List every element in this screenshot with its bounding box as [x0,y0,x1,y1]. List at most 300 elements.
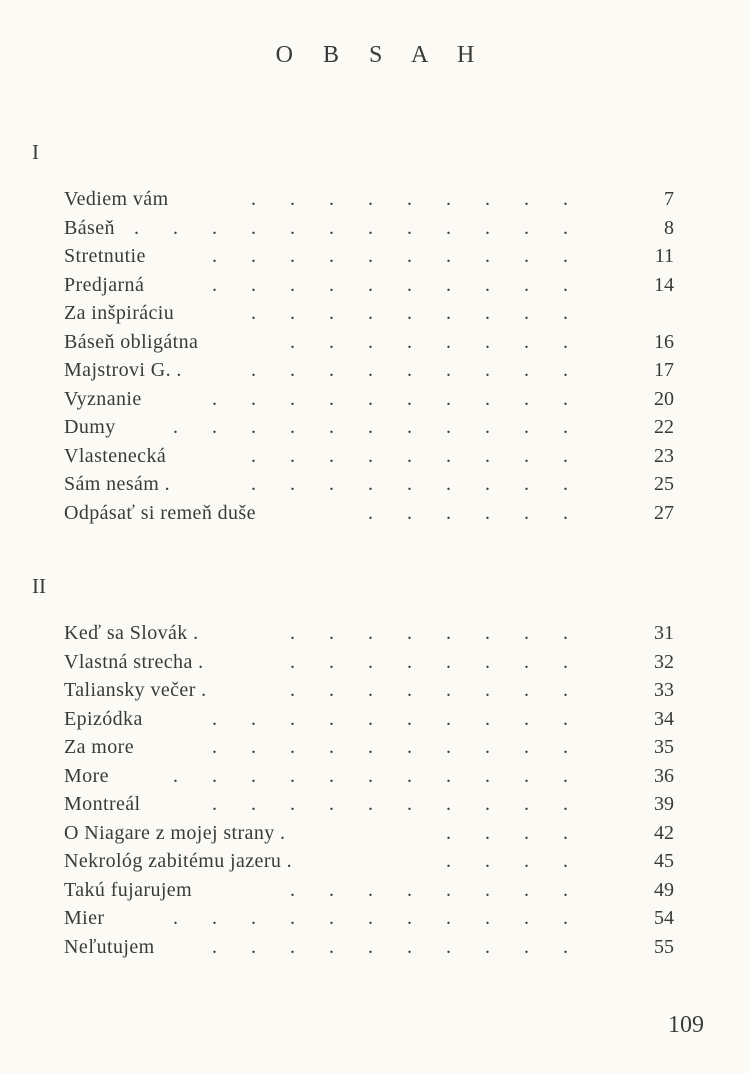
leader-dot: . [563,359,568,381]
entry-page-number: 32 [654,650,674,673]
leader-dot: . [290,245,295,267]
toc-entry[interactable] [64,413,674,442]
leader-dot: . [368,907,373,929]
entry-page-number: 14 [654,273,674,296]
leader-dot: . [446,416,451,438]
entry-page-number: 39 [654,793,674,815]
leader-dot: . [407,359,412,381]
entry-title: Báseň [64,216,115,239]
leader-dot: . [329,245,334,267]
leader-dots [64,904,674,933]
toc-entry[interactable] [64,762,674,791]
leader-dot: . [329,650,334,673]
entry-title: Sám nesám . [64,473,171,495]
entry-page-number: 31 [654,622,674,644]
leader-dot: . [407,707,412,730]
leader-dot: . [524,764,529,787]
leader-dot: . [251,764,256,787]
leader-dot: . [290,359,295,381]
leader-dot: . [329,679,334,701]
toc-entry[interactable] [64,847,674,876]
leader-dot: . [407,473,412,495]
entry-page-number: 27 [654,501,674,524]
entry-page-number: 33 [654,679,674,701]
toc-entry[interactable] [64,185,674,214]
leader-dot: . [563,707,568,730]
leader-dot: . [212,707,217,730]
leader-dot: . [563,878,568,901]
leader-dot: . [407,387,412,410]
entry-page-number: 23 [654,444,674,467]
leader-dot: . [368,273,373,296]
leader-dot: . [368,245,373,267]
leader-dot: . [524,444,529,467]
entry-page-number: 42 [654,821,674,844]
leader-dot: . [524,188,529,210]
leader-dot: . [290,416,295,438]
entry-title: Mier [64,907,105,929]
leader-dot: . [446,501,451,524]
leader-dot: . [212,907,217,929]
entry-page-number: 45 [654,850,674,872]
leader-dot: . [329,302,334,324]
leader-dot: . [485,707,490,730]
toc-section-1 [64,185,674,527]
toc-entry[interactable] [64,705,674,734]
leader-dot: . [563,416,568,438]
entry-title: Epizódka [64,707,143,730]
leader-dot: . [446,330,451,353]
leader-dot: . [563,935,568,958]
entry-title: Majstrovi G. . [64,359,182,381]
leader-dot: . [407,330,412,353]
entry-page-number: 54 [654,907,674,929]
leader-dot: . [212,273,217,296]
leader-dot: . [329,330,334,353]
leader-dot: . [368,764,373,787]
leader-dot: . [329,764,334,787]
entry-title: Keď sa Slovák . [64,622,199,644]
leader-dot: . [407,793,412,815]
leader-dot: . [251,273,256,296]
toc-entry[interactable] [64,385,674,414]
leader-dot: . [251,387,256,410]
toc-entry[interactable] [64,356,674,385]
leader-dot: . [563,501,568,524]
entry-title: Stretnutie [64,245,146,267]
entry-title: Dumy [64,416,116,438]
leader-dot: . [524,821,529,844]
entry-page-number: 35 [654,736,674,758]
toc-entry[interactable] [64,214,674,243]
leader-dot: . [524,935,529,958]
section-label-2: II [32,574,46,598]
leader-dot: . [212,416,217,438]
leader-dot: . [563,793,568,815]
leader-dots [64,762,674,791]
leader-dot: . [368,736,373,758]
leader-dot: . [524,302,529,324]
leader-dot: . [485,188,490,210]
leader-dot: . [212,736,217,758]
entry-title: Vlastenecká [64,444,167,467]
leader-dot: . [329,878,334,901]
leader-dot: . [524,878,529,901]
toc-entry[interactable] [64,619,674,648]
leader-dot: . [524,622,529,644]
leader-dot: . [290,216,295,239]
leader-dot: . [329,387,334,410]
leader-dot: . [485,907,490,929]
leader-dot: . [446,622,451,644]
page-title: O B S A H [275,42,487,68]
leader-dot: . [446,245,451,267]
entry-title: Báseň obligátna [64,330,199,353]
leader-dot: . [485,650,490,673]
leader-dot: . [485,444,490,467]
leader-dot: . [251,416,256,438]
leader-dot: . [407,679,412,701]
leader-dot: . [524,273,529,296]
leader-dot: . [251,359,256,381]
leader-dot: . [563,650,568,673]
toc-entry[interactable] [64,299,674,328]
leader-dot: . [524,736,529,758]
leader-dot: . [251,473,256,495]
leader-dot: . [290,273,295,296]
leader-dot: . [524,793,529,815]
leader-dot: . [446,793,451,815]
leader-dot: . [212,935,217,958]
entry-page-number: 25 [654,473,674,495]
leader-dot: . [212,216,217,239]
leader-dot: . [563,302,568,324]
entry-title: More [64,764,109,787]
leader-dots [64,790,674,819]
entry-title: Nekrológ zabitému jazeru . [64,850,293,872]
leader-dot: . [407,501,412,524]
leader-dot: . [368,622,373,644]
entry-title: O Niagare z mojej strany . [64,821,286,844]
leader-dot: . [290,650,295,673]
leader-dot: . [407,878,412,901]
leader-dot: . [446,907,451,929]
leader-dot: . [485,216,490,239]
leader-dot: . [251,188,256,210]
leader-dots [64,733,674,762]
leader-dot: . [563,330,568,353]
leader-dot: . [368,473,373,495]
leader-dot: . [485,821,490,844]
entry-page-number: 16 [654,330,674,353]
leader-dot: . [329,935,334,958]
leader-dot: . [563,821,568,844]
section-label-1: I [32,140,39,164]
leader-dot: . [563,273,568,296]
leader-dot: . [329,273,334,296]
leader-dot: . [368,501,373,524]
leader-dot: . [290,330,295,353]
leader-dot: . [446,359,451,381]
leader-dots [64,933,674,962]
leader-dot: . [290,387,295,410]
leader-dot: . [524,387,529,410]
leader-dot: . [290,878,295,901]
toc-entry[interactable] [64,470,674,499]
leader-dot: . [407,935,412,958]
leader-dot: . [407,188,412,210]
entry-title: Odpásať si remeň duše [64,501,256,524]
entry-page-number: 55 [654,935,674,958]
leader-dot: . [524,216,529,239]
leader-dot: . [446,850,451,872]
leader-dot: . [290,764,295,787]
leader-dot: . [524,501,529,524]
leader-dot: . [407,764,412,787]
leader-dot: . [368,878,373,901]
leader-dot: . [524,330,529,353]
leader-dot: . [524,473,529,495]
leader-dot: . [485,387,490,410]
leader-dot: . [446,736,451,758]
leader-dot: . [563,736,568,758]
leader-dot: . [563,907,568,929]
leader-dots [64,242,674,271]
leader-dot: . [329,188,334,210]
leader-dot: . [407,444,412,467]
leader-dot: . [485,736,490,758]
leader-dot: . [368,216,373,239]
leader-dots [64,271,674,300]
leader-dot: . [329,793,334,815]
leader-dot: . [212,387,217,410]
leader-dot: . [407,245,412,267]
leader-dot: . [329,216,334,239]
leader-dot: . [524,245,529,267]
leader-dot: . [446,821,451,844]
entry-page-number: 11 [654,245,674,267]
leader-dot: . [524,850,529,872]
leader-dot: . [290,736,295,758]
toc-entry[interactable] [64,648,674,677]
leader-dot: . [173,216,178,239]
leader-dot: . [251,245,256,267]
leader-dots [64,705,674,734]
leader-dot: . [173,907,178,929]
leader-dot: . [251,707,256,730]
toc-entry[interactable] [64,676,674,705]
leader-dot: . [407,736,412,758]
page-number: 109 [668,1012,704,1038]
leader-dot: . [407,273,412,296]
leader-dot: . [563,245,568,267]
leader-dot: . [563,216,568,239]
leader-dot: . [329,416,334,438]
leader-dot: . [251,216,256,239]
leader-dot: . [407,907,412,929]
leader-dot: . [290,622,295,644]
entry-page-number: 20 [654,387,674,410]
leader-dot: . [251,935,256,958]
leader-dot: . [485,764,490,787]
entry-page-number: 34 [654,707,674,730]
leader-dot: . [563,188,568,210]
entry-title: Vediem vám [64,188,169,210]
leader-dot: . [446,707,451,730]
entry-page-number: 22 [654,416,674,438]
leader-dot: . [368,793,373,815]
leader-dot: . [290,302,295,324]
leader-dot: . [329,359,334,381]
toc-entry[interactable] [64,499,674,528]
leader-dot: . [368,188,373,210]
entry-title: Za inšpiráciu [64,302,175,324]
leader-dot: . [368,679,373,701]
leader-dot: . [446,188,451,210]
entry-page-number: 36 [654,764,674,787]
leader-dot: . [212,793,217,815]
toc-entry[interactable] [64,271,674,300]
leader-dot: . [446,935,451,958]
leader-dot: . [368,650,373,673]
toc-entry[interactable] [64,904,674,933]
leader-dot: . [290,907,295,929]
leader-dot: . [485,935,490,958]
entry-title: Za more [64,736,134,758]
entry-title: Vlastná strecha . [64,650,204,673]
leader-dot: . [212,245,217,267]
leader-dot: . [524,650,529,673]
leader-dot: . [290,473,295,495]
leader-dot: . [485,359,490,381]
entry-title: Vyznanie [64,387,142,410]
leader-dot: . [212,764,217,787]
leader-dot: . [407,650,412,673]
leader-dot: . [368,359,373,381]
leader-dot: . [563,679,568,701]
leader-dot: . [290,188,295,210]
leader-dot: . [446,650,451,673]
leader-dot: . [446,473,451,495]
leader-dot: . [407,622,412,644]
toc-section-2 [64,619,674,961]
leader-dots [64,385,674,414]
leader-dot: . [524,679,529,701]
toc-entry[interactable] [64,933,674,962]
leader-dot: . [563,473,568,495]
leader-dot: . [446,387,451,410]
entry-page-number: 7 [664,188,674,210]
toc-entry[interactable] [64,328,674,357]
leader-dot: . [251,907,256,929]
leader-dot: . [446,679,451,701]
leader-dot: . [368,935,373,958]
leader-dot: . [290,444,295,467]
leader-dot: . [446,273,451,296]
leader-dot: . [446,444,451,467]
leader-dot: . [329,736,334,758]
leader-dot: . [485,416,490,438]
leader-dot: . [524,907,529,929]
leader-dot: . [485,330,490,353]
leader-dot: . [485,850,490,872]
entry-page-number: 8 [664,216,674,239]
leader-dot: . [524,707,529,730]
toc-entry[interactable] [64,733,674,762]
entry-title: Neľutujem [64,935,155,958]
leader-dot: . [368,444,373,467]
entry-page-number: 17 [654,359,674,381]
leader-dot: . [368,387,373,410]
toc-entry[interactable] [64,790,674,819]
leader-dot: . [173,416,178,438]
leader-dot: . [329,907,334,929]
leader-dot: . [524,416,529,438]
leader-dot: . [173,764,178,787]
leader-dot: . [485,679,490,701]
leader-dot: . [407,216,412,239]
toc-entry[interactable] [64,876,674,905]
leader-dot: . [446,878,451,901]
leader-dot: . [251,444,256,467]
leader-dots [64,214,674,243]
leader-dot: . [563,850,568,872]
entry-title: Takú fujarujem [64,878,193,901]
leader-dot: . [407,416,412,438]
leader-dot: . [329,473,334,495]
leader-dot: . [368,416,373,438]
toc-entry[interactable] [64,242,674,271]
leader-dot: . [485,501,490,524]
leader-dot: . [485,793,490,815]
leader-dot: . [485,878,490,901]
leader-dot: . [251,736,256,758]
leader-dot: . [485,273,490,296]
entry-title: Predjarná [64,273,145,296]
leader-dot: . [290,793,295,815]
leader-dot: . [485,473,490,495]
leader-dot: . [290,935,295,958]
entry-title: Montreál [64,793,141,815]
leader-dot: . [329,622,334,644]
leader-dot: . [485,245,490,267]
toc-entry[interactable] [64,442,674,471]
leader-dot: . [446,216,451,239]
leader-dot: . [134,216,139,239]
leader-dot: . [485,622,490,644]
leader-dot: . [368,302,373,324]
leader-dot: . [329,707,334,730]
leader-dot: . [290,707,295,730]
leader-dot: . [446,764,451,787]
leader-dots [64,413,674,442]
leader-dot: . [485,302,490,324]
leader-dot: . [563,764,568,787]
leader-dot: . [563,387,568,410]
toc-entry[interactable] [64,819,674,848]
leader-dot: . [368,330,373,353]
leader-dot: . [251,302,256,324]
leader-dot: . [290,679,295,701]
leader-dot: . [407,302,412,324]
leader-dot: . [563,622,568,644]
leader-dot: . [251,793,256,815]
leader-dot: . [563,444,568,467]
leader-dot: . [524,359,529,381]
entry-title: Taliansky večer . [64,679,207,701]
entry-page-number: 49 [654,878,674,901]
leader-dot: . [329,444,334,467]
